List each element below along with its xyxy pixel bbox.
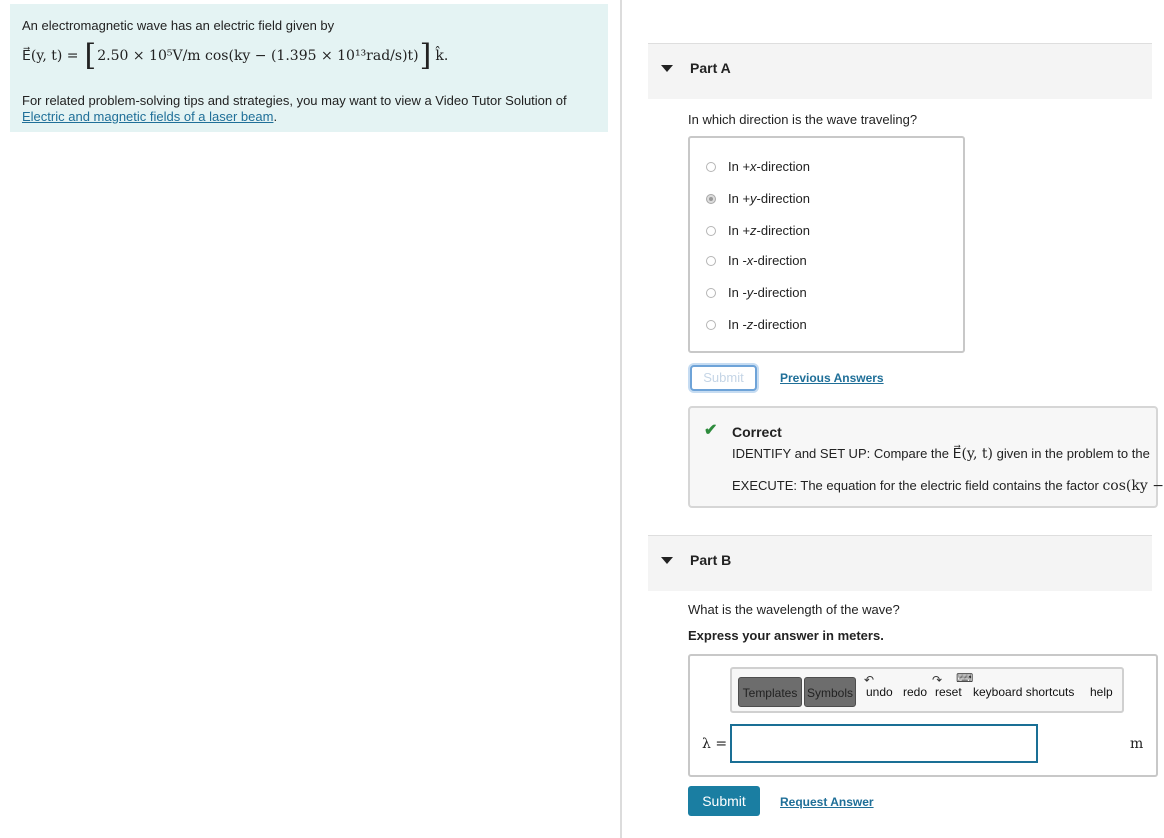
radio-button[interactable] [706, 226, 716, 236]
part-a-submit-button[interactable]: Submit [690, 365, 757, 391]
choice-minus-y[interactable] [706, 285, 807, 300]
keyboard-icon[interactable]: ⌨ [956, 671, 974, 685]
choice-label: In +x-direction [728, 159, 811, 174]
redo-icon[interactable]: ↷ [932, 673, 943, 687]
part-b-instruction: Express your answer in meters. [688, 628, 884, 643]
feedback-identify: IDENTIFY and SET UP: Compare the E⃗(y, t) given in the problem to the [732, 446, 1150, 462]
choice-label: In +z-direction [728, 223, 811, 238]
problem-statement [10, 4, 608, 132]
lambda-label: λ = [702, 736, 728, 752]
radio-button[interactable] [706, 162, 716, 172]
choice-plus-x[interactable] [706, 159, 810, 174]
wavelength-answer-input[interactable] [730, 724, 1038, 763]
radio-button[interactable] [706, 288, 716, 298]
previous-answers-link[interactable]: Previous Answers [780, 371, 884, 385]
symbols-button[interactable]: Symbols [804, 677, 856, 707]
tips-text: For related problem-solving tips and strategies, you may want to view a Video Tutor Solution of [22, 93, 567, 108]
reset-button[interactable]: reset [935, 685, 962, 699]
collapse-triangle-icon[interactable] [661, 557, 673, 564]
choice-label: In -z-direction [728, 317, 807, 332]
undo-button[interactable]: undo [866, 685, 893, 699]
equation-lhs: E⃗(y, t) = [22, 48, 79, 64]
radio-button[interactable] [706, 256, 716, 266]
part-a-label: Part A [690, 60, 731, 76]
electric-field-equation [22, 38, 596, 73]
feedback-title: Correct [732, 424, 782, 440]
templates-button[interactable]: Templates [738, 677, 802, 707]
radio-button-selected[interactable] [706, 194, 716, 204]
part-b-header[interactable] [648, 535, 1152, 591]
request-answer-link[interactable]: Request Answer [780, 795, 874, 809]
choice-minus-x[interactable] [706, 253, 807, 268]
part-a-header[interactable] [648, 43, 1152, 99]
choice-plus-z[interactable] [706, 223, 810, 238]
unit-label: m [1130, 736, 1144, 752]
part-b-label: Part B [690, 552, 732, 568]
feedback-execute: EXECUTE: The equation for the electric field contains the factor cos(ky − [732, 478, 1164, 494]
checkmark-icon: ✔ [704, 422, 718, 439]
help-button[interactable]: help [1090, 685, 1113, 699]
choice-label: In -y-direction [728, 285, 807, 300]
redo-button[interactable]: redo [903, 685, 928, 699]
video-tutor-link[interactable]: Electric and magnetic fields of a laser beam [22, 109, 274, 124]
tips-paragraph [22, 93, 596, 125]
choice-minus-z[interactable] [706, 317, 807, 332]
direction-choices [688, 136, 965, 353]
part-a-question: In which direction is the wave traveling? [688, 112, 918, 127]
undo-icon[interactable]: ↶ [864, 673, 875, 687]
part-b-submit-button[interactable]: Submit [688, 786, 760, 816]
collapse-triangle-icon[interactable] [661, 65, 673, 72]
choice-label: In -x-direction [728, 253, 807, 268]
part-b-question: What is the wavelength of the wave? [688, 602, 900, 617]
math-toolbar [730, 667, 1124, 713]
choice-label: In +y-direction [728, 191, 811, 206]
problem-intro: An electromagnetic wave has an electric field given by [22, 18, 335, 33]
tips-period: . [273, 109, 278, 124]
right-bracket: ] [419, 38, 432, 73]
radio-button[interactable] [706, 320, 716, 330]
pane-divider[interactable] [620, 0, 622, 838]
keyboard-shortcuts-button[interactable]: keyboard shortcuts [973, 685, 1075, 699]
left-bracket: [ [84, 38, 97, 73]
choice-plus-y[interactable] [706, 191, 810, 206]
correct-feedback [688, 406, 1164, 508]
equation-unit-vector: k̂. [435, 48, 449, 64]
equation-inner: 2.50 × 10⁵V/m cos(ky − (1.395 × 10¹³rad/s)t) [97, 48, 419, 64]
